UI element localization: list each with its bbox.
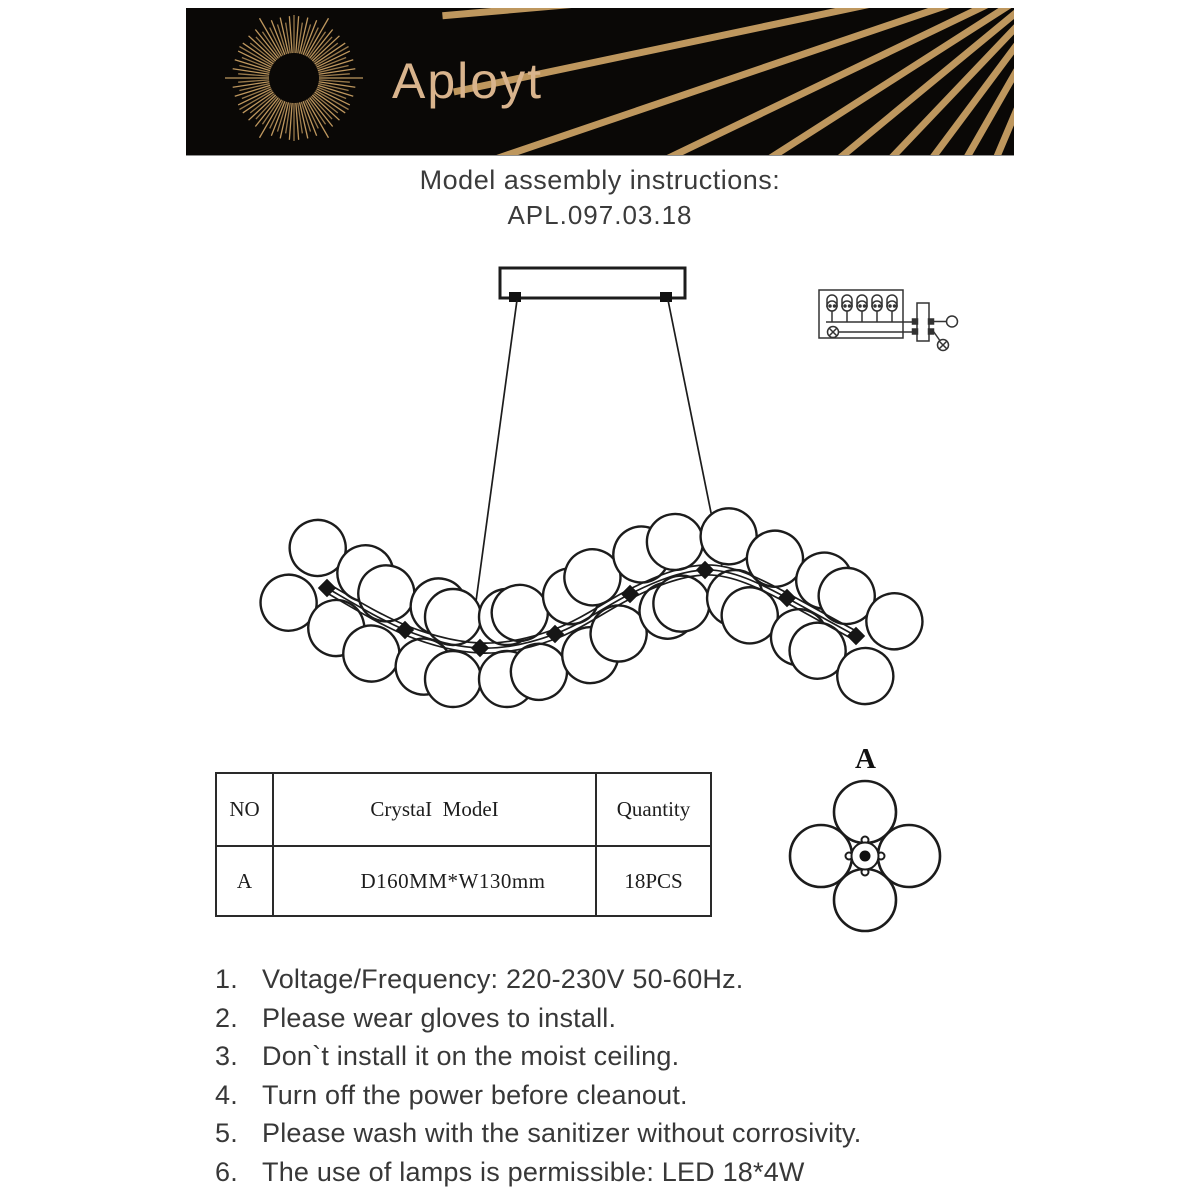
cell-quantity: 18PCS <box>596 846 711 916</box>
title-block <box>0 163 1200 233</box>
note-text: The use of lamps is permissible: LED 18*4W <box>262 1156 805 1187</box>
crystal-detail <box>783 744 948 944</box>
note-text: Please wear gloves to install. <box>262 1002 617 1033</box>
note-number: 3. <box>215 1041 238 1071</box>
chandelier-flower-chain <box>251 506 933 714</box>
note-item <box>215 1114 1055 1153</box>
note-item <box>215 1153 1055 1192</box>
table-row <box>216 846 711 916</box>
col-header-model: CrystaI ModeI <box>273 773 596 846</box>
wiring-diagram-icon <box>819 290 958 351</box>
col-header-no: NO <box>216 773 273 846</box>
corner-rays-icon <box>186 8 1014 155</box>
crystal-a-label: A <box>855 743 876 775</box>
brand-banner <box>186 8 1014 156</box>
note-number: 2. <box>215 1002 238 1033</box>
note-item <box>215 960 1055 999</box>
note-item <box>215 1076 1055 1115</box>
note-item <box>215 999 1055 1038</box>
model-number: APL.097.03.18 <box>507 200 693 230</box>
note-number: 1. <box>215 964 238 994</box>
note-number: 5. <box>215 1118 238 1148</box>
brand-logotype: Aployt <box>392 53 543 109</box>
col-header-quantity: Quantity <box>596 773 711 846</box>
note-number: 4. <box>215 1079 238 1110</box>
cell-model: D160MM*W130mm <box>273 846 596 916</box>
table-header-row <box>216 773 711 846</box>
assembly-diagram <box>180 255 1020 745</box>
notes-list <box>215 960 1055 1191</box>
crystal-a-icon <box>783 774 948 939</box>
ceiling-mount <box>500 268 685 302</box>
page-title: Model assembly instructions: <box>419 165 781 195</box>
note-item <box>215 1037 1055 1076</box>
note-text: Don`t install it on the moist ceiling. <box>262 1041 680 1071</box>
note-text: Please wash with the sanitizer without corrosivity. <box>262 1118 862 1148</box>
note-text: Voltage/Frequency: 220-230V 50-60Hz. <box>262 964 744 994</box>
note-number: 6. <box>215 1156 238 1187</box>
suspension-wire-left <box>474 300 517 616</box>
note-text: Turn off the power before cleanout. <box>262 1079 688 1110</box>
parts-table <box>215 772 712 917</box>
cell-no: A <box>216 846 273 916</box>
